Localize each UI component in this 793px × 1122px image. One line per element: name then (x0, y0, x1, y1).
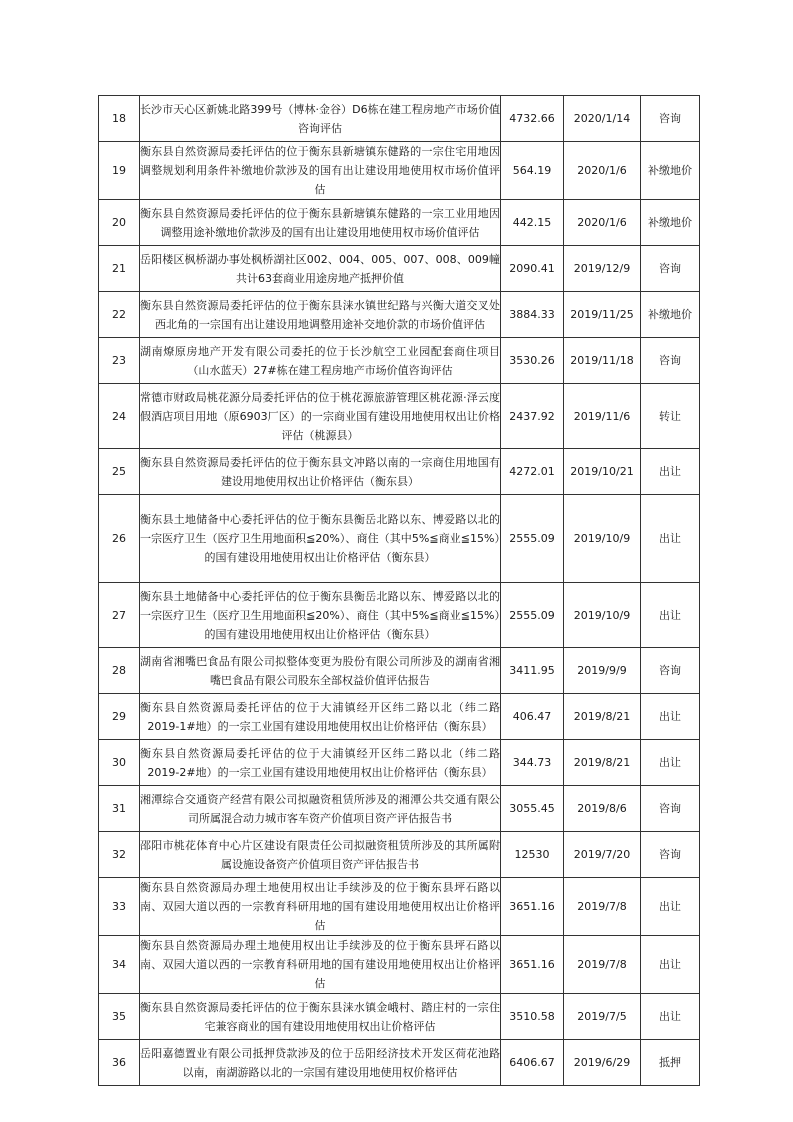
row-number: 35 (99, 994, 140, 1040)
row-type: 咨询 (641, 96, 700, 142)
row-amount: 4272.01 (501, 449, 564, 495)
row-type: 抵押 (641, 1040, 700, 1086)
table-row (99, 449, 700, 495)
row-amount: 442.15 (501, 200, 564, 246)
row-number: 32 (99, 832, 140, 878)
table-row (99, 583, 700, 648)
table-row (99, 1040, 700, 1086)
row-type: 出让 (641, 495, 700, 583)
row-description: 湘潭综合交通资产经营有限公司拟融资租赁所涉及的湘潭公共交通有限公司所属混合动力城市客车资产价值项目资产评估报告书 (140, 786, 501, 832)
table-row (99, 740, 700, 786)
row-type: 出让 (641, 936, 700, 994)
row-description: 湖南燎原房地产开发有限公司委托的位于长沙航空工业园配套商住项目（山水蓝天）27#栋在建工程房地产市场价值咨询评估 (140, 338, 501, 384)
row-type: 补缴地价 (641, 292, 700, 338)
table-row (99, 96, 700, 142)
row-date: 2020/1/6 (564, 200, 641, 246)
table-row (99, 786, 700, 832)
table-row (99, 200, 700, 246)
row-date: 2019/10/9 (564, 583, 641, 648)
row-number: 34 (99, 936, 140, 994)
row-amount: 564.19 (501, 142, 564, 200)
row-type: 咨询 (641, 832, 700, 878)
table-row (99, 142, 700, 200)
row-number: 23 (99, 338, 140, 384)
row-number: 24 (99, 384, 140, 449)
row-number: 21 (99, 246, 140, 292)
row-date: 2019/8/21 (564, 694, 641, 740)
row-date: 2019/11/6 (564, 384, 641, 449)
row-amount: 344.73 (501, 740, 564, 786)
row-description: 衡东县自然资源局委托评估的位于衡东县文冲路以南的一宗商住用地国有建设用地使用权出让价格评估（衡东县） (140, 449, 501, 495)
row-number: 33 (99, 878, 140, 936)
row-number: 18 (99, 96, 140, 142)
table-row (99, 832, 700, 878)
row-date: 2019/7/8 (564, 878, 641, 936)
row-number: 19 (99, 142, 140, 200)
table-row (99, 648, 700, 694)
row-date: 2019/9/9 (564, 648, 641, 694)
table-row (99, 994, 700, 1040)
row-type: 补缴地价 (641, 200, 700, 246)
row-amount: 2555.09 (501, 495, 564, 583)
row-number: 25 (99, 449, 140, 495)
row-type: 补缴地价 (641, 142, 700, 200)
row-description: 长沙市天心区新姚北路399号（博林·金谷）D6栋在建工程房地产市场价值咨询评估 (140, 96, 501, 142)
row-amount: 4732.66 (501, 96, 564, 142)
row-amount: 2437.92 (501, 384, 564, 449)
row-type: 出让 (641, 694, 700, 740)
row-type: 出让 (641, 994, 700, 1040)
row-number: 26 (99, 495, 140, 583)
row-description: 岳阳嘉德置业有限公司抵押贷款涉及的位于岳阳经济技术开发区荷花池路以南，南湖游路以北的一宗国有建设用地使用权价格评估 (140, 1040, 501, 1086)
row-date: 2019/7/5 (564, 994, 641, 1040)
row-date: 2020/1/6 (564, 142, 641, 200)
row-type: 出让 (641, 583, 700, 648)
table-row (99, 694, 700, 740)
row-amount: 3884.33 (501, 292, 564, 338)
row-number: 27 (99, 583, 140, 648)
row-number: 31 (99, 786, 140, 832)
row-description: 衡东县自然资源局委托评估的位于大浦镇经开区纬二路以北（纬二路2019-2#地）的一宗工业国有建设用地使用权出让价格评估（衡东县） (140, 740, 501, 786)
row-type: 出让 (641, 449, 700, 495)
row-amount: 406.47 (501, 694, 564, 740)
row-description: 衡东县土地储备中心委托评估的位于衡东县衡岳北路以东、博爱路以北的一宗医疗卫生（医疗卫生用地面积≦20%）、商住（其中5%≦商业≦15%）的国有建设用地使用权出让价格评估（衡东县） (140, 583, 501, 648)
table-row (99, 246, 700, 292)
row-amount: 12530 (501, 832, 564, 878)
row-number: 36 (99, 1040, 140, 1086)
document-page (98, 95, 696, 1086)
row-description: 衡东县自然资源局委托评估的位于衡东县新塘镇东健路的一宗工业用地因调整用途补缴地价款涉及的国有出让建设用地使用权市场价值评估 (140, 200, 501, 246)
row-date: 2019/7/20 (564, 832, 641, 878)
row-amount: 3055.45 (501, 786, 564, 832)
row-type: 咨询 (641, 246, 700, 292)
table-row (99, 878, 700, 936)
row-date: 2019/7/8 (564, 936, 641, 994)
row-date: 2020/1/14 (564, 96, 641, 142)
row-amount: 2090.41 (501, 246, 564, 292)
row-number: 20 (99, 200, 140, 246)
row-number: 22 (99, 292, 140, 338)
row-amount: 3651.16 (501, 936, 564, 994)
row-date: 2019/6/29 (564, 1040, 641, 1086)
table-row (99, 384, 700, 449)
row-amount: 3411.95 (501, 648, 564, 694)
row-description: 衡东县土地储备中心委托评估的位于衡东县衡岳北路以东、博爱路以北的一宗医疗卫生（医疗卫生用地面积≦20%）、商住（其中5%≦商业≦15%）的国有建设用地使用权出让价格评估（衡东县） (140, 495, 501, 583)
row-date: 2019/11/18 (564, 338, 641, 384)
row-type: 出让 (641, 740, 700, 786)
row-amount: 2555.09 (501, 583, 564, 648)
row-date: 2019/8/6 (564, 786, 641, 832)
row-description: 衡东县自然资源局委托评估的位于衡东县新塘镇东健路的一宗住宅用地因调整规划利用条件补缴地价款涉及的国有出让建设用地使用权市场价值评估 (140, 142, 501, 200)
records-table (98, 95, 700, 1086)
table-row (99, 292, 700, 338)
row-type: 咨询 (641, 338, 700, 384)
row-type: 转让 (641, 384, 700, 449)
row-date: 2019/8/21 (564, 740, 641, 786)
row-date: 2019/10/9 (564, 495, 641, 583)
table-row (99, 338, 700, 384)
table-row (99, 936, 700, 994)
row-type: 出让 (641, 878, 700, 936)
row-description: 衡东县自然资源局委托评估的位于大浦镇经开区纬二路以北（纬二路2019-1#地）的一宗工业国有建设用地使用权出让价格评估（衡东县） (140, 694, 501, 740)
row-description: 衡东县自然资源局委托评估的位于衡东县涞水镇金峨村、踏庄村的一宗住宅兼容商业的国有建设用地使用权出让价格评估 (140, 994, 501, 1040)
row-amount: 6406.67 (501, 1040, 564, 1086)
row-amount: 3651.16 (501, 878, 564, 936)
row-description: 衡东县自然资源局办理土地使用权出让手续涉及的位于衡东县坪石路以南、双园大道以西的一宗教育科研用地的国有建设用地使用权出让价格评估 (140, 936, 501, 994)
row-description: 常德市财政局桃花源分局委托评估的位于桃花源旅游管理区桃花源·泽云度假酒店项目用地（原6903厂区）的一宗商业国有建设用地使用权出让价格评估（桃源县） (140, 384, 501, 449)
row-description: 湖南省湘嘴巴食品有限公司拟整体变更为股份有限公司所涉及的湖南省湘嘴巴食品有限公司股东全部权益价值评估报告 (140, 648, 501, 694)
row-date: 2019/12/9 (564, 246, 641, 292)
row-date: 2019/10/21 (564, 449, 641, 495)
row-number: 29 (99, 694, 140, 740)
row-amount: 3530.26 (501, 338, 564, 384)
table-row (99, 495, 700, 583)
row-description: 岳阳楼区枫桥湖办事处枫桥湖社区002、004、005、007、008、009幢共计63套商业用途房地产抵押价值 (140, 246, 501, 292)
row-number: 30 (99, 740, 140, 786)
row-type: 咨询 (641, 786, 700, 832)
row-description: 衡东县自然资源局办理土地使用权出让手续涉及的位于衡东县坪石路以南、双园大道以西的一宗教育科研用地的国有建设用地使用权出让价格评估 (140, 878, 501, 936)
row-description: 衡东县自然资源局委托评估的位于衡东县涞水镇世纪路与兴衡大道交叉处西北角的一宗国有出让建设用地调整用途补交地价款的市场价值评估 (140, 292, 501, 338)
row-description: 邵阳市桃花体育中心片区建设有限责任公司拟融资租赁所涉及的其所属附属设施设备资产价值项目资产评估报告书 (140, 832, 501, 878)
row-date: 2019/11/25 (564, 292, 641, 338)
row-type: 咨询 (641, 648, 700, 694)
row-amount: 3510.58 (501, 994, 564, 1040)
row-number: 28 (99, 648, 140, 694)
